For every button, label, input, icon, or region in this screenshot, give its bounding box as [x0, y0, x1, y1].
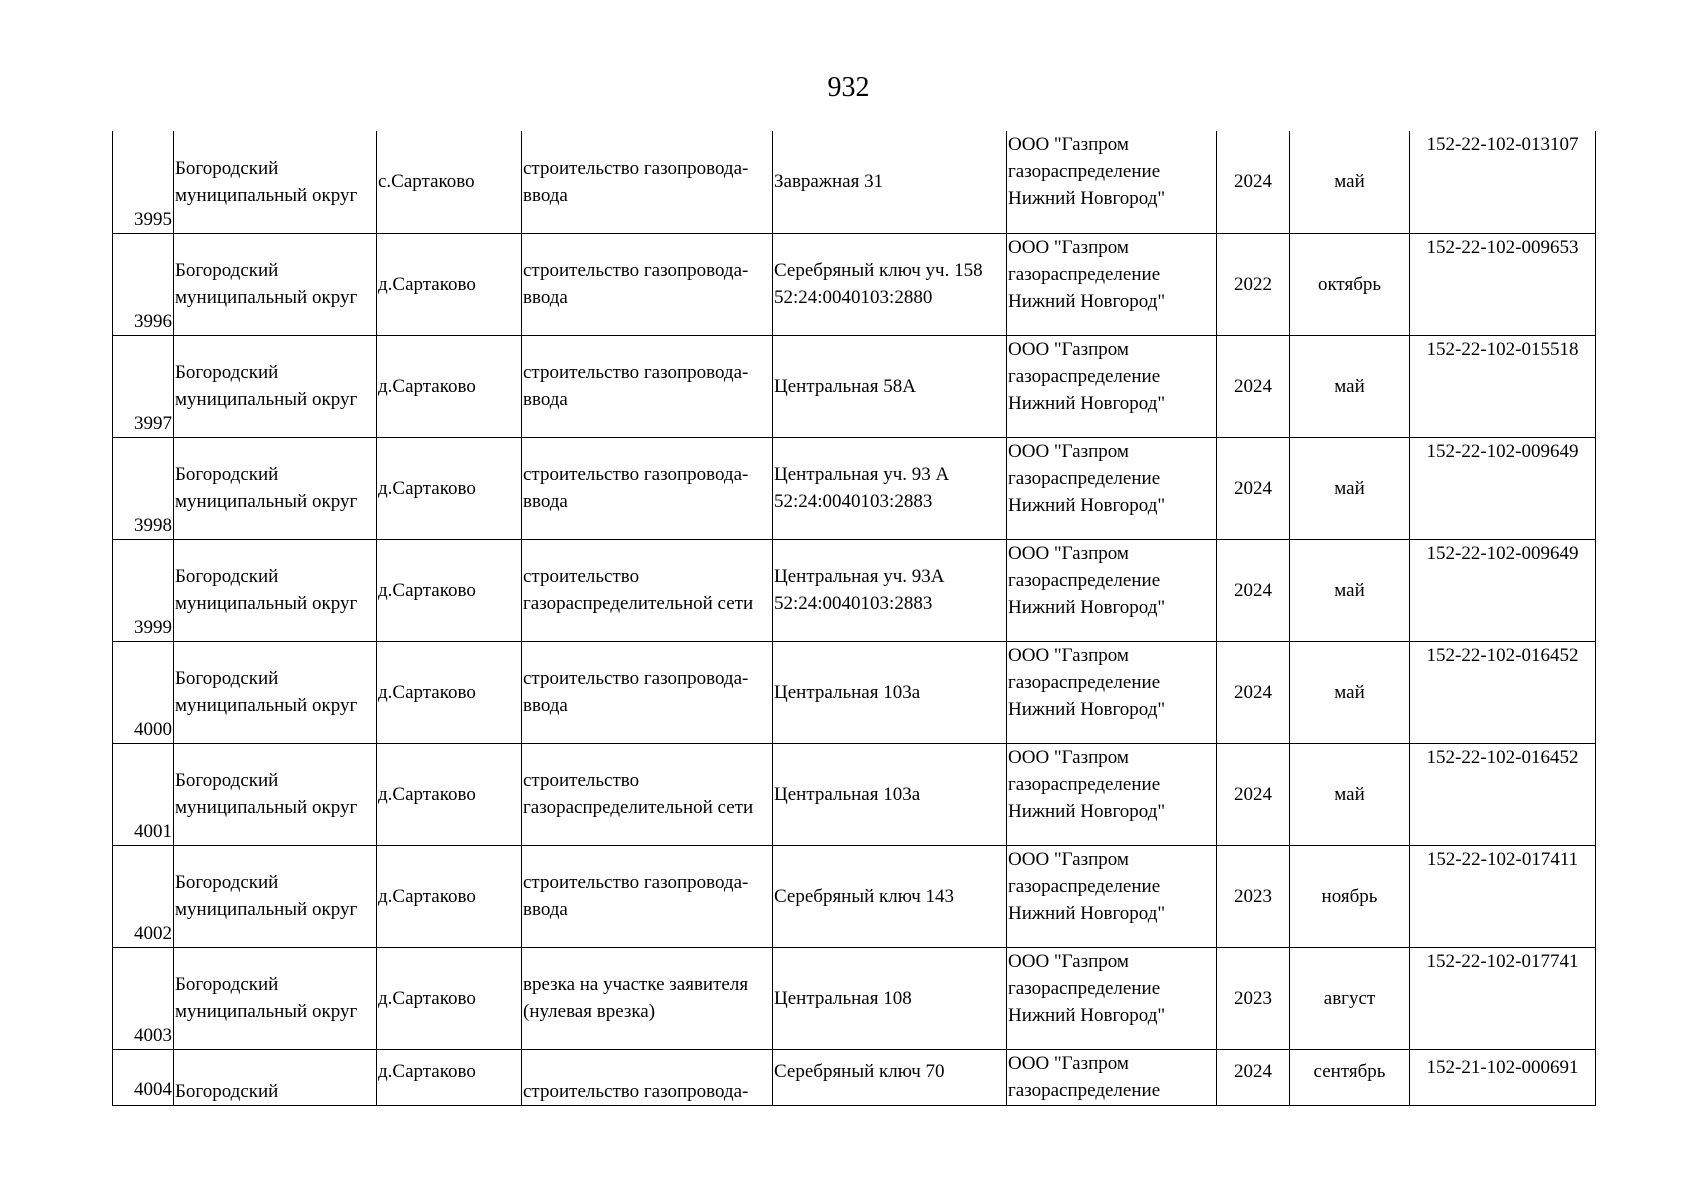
district-cell — [174, 743, 377, 845]
work-type-cell-line: строительство — [523, 770, 640, 791]
organization-cell-line: газораспределение — [1008, 875, 1161, 897]
district-cell — [174, 233, 377, 335]
year-cell: 2022 — [1217, 233, 1290, 335]
address-cell — [773, 335, 1007, 437]
district-cell — [174, 131, 377, 233]
work-type-cell — [522, 131, 773, 233]
table-row — [113, 437, 1596, 539]
organization-cell-line: Нижний Новгород" — [1008, 188, 1166, 209]
row-number-cell: 3995 — [113, 131, 174, 233]
table-row — [113, 947, 1596, 1049]
address-cell-line: Центральная уч. 93А — [774, 566, 945, 587]
work-type-cell-line: ввода — [523, 899, 568, 920]
year-cell: 2024 — [1217, 641, 1290, 743]
organization-cell-line: ООО "Газпром — [1008, 236, 1129, 258]
district-cell-line: Богородский — [175, 157, 279, 179]
code-cell: 152-22-102-016452 — [1410, 743, 1596, 845]
month-cell: сентябрь — [1290, 1049, 1410, 1105]
organization-cell — [1007, 131, 1217, 233]
organization-cell — [1007, 947, 1217, 1049]
address-cell-line: Серебряный ключ уч. 158 — [774, 260, 983, 281]
work-type-cell — [522, 845, 773, 947]
month-cell: май — [1290, 131, 1410, 233]
work-type-cell-line: ввода — [523, 695, 568, 716]
organization-cell-line: Нижний Новгород" — [1008, 392, 1166, 414]
year-cell: 2024 — [1217, 335, 1290, 437]
work-type-cell — [522, 641, 773, 743]
row-number-cell: 4001 — [113, 743, 174, 845]
address-cell-line: Центральная 103а — [774, 681, 921, 703]
work-type-cell — [522, 437, 773, 539]
address-cell — [773, 1049, 1007, 1105]
year-cell: 2024 — [1217, 131, 1290, 233]
year-cell: 2024 — [1217, 539, 1290, 641]
year-cell: 2024 — [1217, 1049, 1290, 1105]
work-type-cell-line: строительство — [523, 566, 640, 587]
work-type-cell-line: строительство газопровода- — [523, 1080, 749, 1102]
district-cell-line: муниципальный округ — [175, 695, 358, 716]
row-number-cell: 4000 — [113, 641, 174, 743]
work-type-cell — [522, 743, 773, 845]
address-cell — [773, 539, 1007, 641]
district-cell — [174, 539, 377, 641]
organization-cell-line: ООО "Газпром — [1008, 848, 1129, 870]
work-type-cell-line: врезка на участке заявителя — [523, 974, 749, 995]
district-cell-line: Богородский — [175, 872, 279, 893]
organization-cell-line: газораспределение — [1008, 1079, 1161, 1101]
organization-cell-line: ООО "Газпром — [1008, 644, 1129, 666]
row-number-cell: 3999 — [113, 539, 174, 641]
table-row — [113, 641, 1596, 743]
code-cell: 152-22-102-016452 — [1410, 641, 1596, 743]
address-cell-line: 52:24:0040103:2883 — [774, 491, 933, 512]
month-cell: май — [1290, 641, 1410, 743]
code-cell: 152-22-102-017741 — [1410, 947, 1596, 1049]
address-cell-line: Серебряный ключ 143 — [774, 885, 955, 907]
work-type-cell-line: строительство газопровода- — [523, 464, 749, 485]
organization-cell — [1007, 335, 1217, 437]
district-cell — [174, 641, 377, 743]
work-type-cell-line: строительство газопровода- — [523, 362, 749, 383]
row-number-cell: 3998 — [113, 437, 174, 539]
address-cell-line: 52:24:0040103:2883 — [774, 593, 933, 614]
organization-cell-line: ООО "Газпром — [1008, 134, 1129, 155]
month-cell: май — [1290, 437, 1410, 539]
month-cell: май — [1290, 743, 1410, 845]
organization-cell — [1007, 641, 1217, 743]
address-cell-line: Завражная 31 — [774, 171, 884, 193]
year-cell: 2023 — [1217, 947, 1290, 1049]
address-cell-line: Серебряный ключ 70 — [774, 1060, 945, 1082]
address-cell — [773, 131, 1007, 233]
address-cell-line: Центральная 108 — [774, 987, 912, 1009]
district-cell-line: Богородский — [175, 260, 279, 281]
district-cell — [174, 437, 377, 539]
organization-cell — [1007, 233, 1217, 335]
organization-cell-line: ООО "Газпром — [1008, 746, 1129, 768]
organization-cell-line: ООО "Газпром — [1008, 950, 1129, 972]
code-cell: 152-22-102-013107 — [1410, 131, 1596, 233]
registry-table — [112, 131, 1596, 1106]
district-cell-line: муниципальный округ — [175, 593, 358, 614]
work-type-cell-line: газораспределительной сети — [523, 797, 754, 818]
organization-cell — [1007, 539, 1217, 641]
settlement-cell: д.Сартаково — [377, 539, 522, 641]
settlement-cell: д.Сартаково — [377, 335, 522, 437]
settlement-cell: д.Сартаково — [377, 1049, 522, 1105]
organization-cell-line: газораспределение — [1008, 161, 1161, 182]
district-cell-line: Богородский — [175, 362, 279, 383]
organization-cell-line: Нижний Новгород" — [1008, 494, 1166, 516]
organization-cell-line: газораспределение — [1008, 263, 1161, 285]
organization-cell-line: Нижний Новгород" — [1008, 290, 1166, 312]
organization-cell-line: Нижний Новгород" — [1008, 1004, 1166, 1026]
settlement-cell: с.Сартаково — [377, 131, 522, 233]
organization-cell-line: Нижний Новгород" — [1008, 596, 1166, 618]
district-cell — [174, 1049, 377, 1105]
district-cell-line: Богородский — [175, 668, 279, 689]
work-type-cell-line: (нулевая врезка) — [523, 1001, 656, 1022]
district-cell-line: муниципальный округ — [175, 797, 358, 818]
organization-cell-line: Нижний Новгород" — [1008, 800, 1166, 822]
address-cell — [773, 437, 1007, 539]
organization-cell — [1007, 845, 1217, 947]
table-row — [113, 233, 1596, 335]
address-cell — [773, 743, 1007, 845]
table-row — [113, 539, 1596, 641]
organization-cell-line: ООО "Газпром — [1008, 1052, 1129, 1074]
work-type-cell — [522, 947, 773, 1049]
settlement-cell: д.Сартаково — [377, 641, 522, 743]
table-row — [113, 131, 1596, 233]
district-cell-line: муниципальный округ — [175, 287, 358, 308]
work-type-cell — [522, 539, 773, 641]
settlement-cell: д.Сартаково — [377, 437, 522, 539]
month-cell: октябрь — [1290, 233, 1410, 335]
organization-cell — [1007, 1049, 1217, 1105]
month-cell: май — [1290, 539, 1410, 641]
table-row — [113, 335, 1596, 437]
district-cell-line: муниципальный округ — [175, 491, 358, 512]
work-type-cell-line: ввода — [523, 184, 568, 206]
row-number-cell: 4002 — [113, 845, 174, 947]
address-cell-line: Центральная 103а — [774, 783, 921, 805]
work-type-cell-line: строительство газопровода- — [523, 157, 749, 179]
page-number: 932 — [827, 72, 870, 103]
district-cell-line: Богородский — [175, 974, 279, 995]
table-body — [113, 131, 1596, 1105]
organization-cell-line: газораспределение — [1008, 773, 1161, 795]
address-cell — [773, 233, 1007, 335]
address-cell — [773, 845, 1007, 947]
work-type-cell-line: строительство газопровода- — [523, 668, 749, 689]
code-cell: 152-22-102-009649 — [1410, 437, 1596, 539]
district-cell — [174, 845, 377, 947]
code-cell: 152-22-102-009649 — [1410, 539, 1596, 641]
district-cell — [174, 947, 377, 1049]
row-number-cell: 4004 — [113, 1049, 174, 1105]
district-cell-line: муниципальный округ — [175, 1001, 358, 1022]
row-number-cell: 3997 — [113, 335, 174, 437]
year-cell: 2024 — [1217, 437, 1290, 539]
month-cell: ноябрь — [1290, 845, 1410, 947]
district-cell-line: Богородский — [175, 1080, 279, 1102]
district-cell-line: муниципальный округ — [175, 184, 358, 206]
work-type-cell — [522, 335, 773, 437]
work-type-cell-line: ввода — [523, 491, 568, 512]
address-cell — [773, 641, 1007, 743]
table-row — [113, 1049, 1596, 1105]
row-number-cell: 3996 — [113, 233, 174, 335]
code-cell: 152-22-102-017411 — [1410, 845, 1596, 947]
code-cell: 152-21-102-000691 — [1410, 1049, 1596, 1105]
settlement-cell: д.Сартаково — [377, 845, 522, 947]
organization-cell-line: газораспределение — [1008, 467, 1161, 489]
organization-cell-line: газораспределение — [1008, 569, 1161, 591]
work-type-cell-line: строительство газопровода- — [523, 872, 749, 893]
month-cell: май — [1290, 335, 1410, 437]
address-cell — [773, 947, 1007, 1049]
district-cell-line: муниципальный округ — [175, 899, 358, 920]
work-type-cell — [522, 233, 773, 335]
district-cell — [174, 335, 377, 437]
organization-cell-line: ООО "Газпром — [1008, 542, 1129, 564]
address-cell-line: 52:24:0040103:2880 — [774, 287, 933, 308]
year-cell: 2024 — [1217, 743, 1290, 845]
organization-cell — [1007, 437, 1217, 539]
work-type-cell-line: ввода — [523, 389, 568, 410]
work-type-cell-line: газораспределительной сети — [523, 593, 754, 614]
settlement-cell: д.Сартаково — [377, 233, 522, 335]
district-cell-line: Богородский — [175, 566, 279, 587]
organization-cell-line: газораспределение — [1008, 977, 1161, 999]
district-cell-line: Богородский — [175, 770, 279, 791]
month-cell: август — [1290, 947, 1410, 1049]
address-cell-line: Центральная уч. 93 А — [774, 464, 950, 485]
work-type-cell-line: ввода — [523, 287, 568, 308]
address-cell-line: Центральная 58А — [774, 375, 916, 397]
year-cell: 2023 — [1217, 845, 1290, 947]
organization-cell-line: газораспределение — [1008, 671, 1161, 693]
organization-cell-line: газораспределение — [1008, 365, 1161, 387]
work-type-cell-line: строительство газопровода- — [523, 260, 749, 281]
settlement-cell: д.Сартаково — [377, 947, 522, 1049]
organization-cell-line: Нижний Новгород" — [1008, 698, 1166, 720]
work-type-cell — [522, 1049, 773, 1105]
code-cell: 152-22-102-015518 — [1410, 335, 1596, 437]
code-cell: 152-22-102-009653 — [1410, 233, 1596, 335]
district-cell-line: муниципальный округ — [175, 389, 358, 410]
table-row — [113, 845, 1596, 947]
organization-cell-line: ООО "Газпром — [1008, 440, 1129, 462]
organization-cell-line: Нижний Новгород" — [1008, 902, 1166, 924]
settlement-cell: д.Сартаково — [377, 743, 522, 845]
table-row — [113, 743, 1596, 845]
row-number-cell: 4003 — [113, 947, 174, 1049]
organization-cell — [1007, 743, 1217, 845]
organization-cell-line: ООО "Газпром — [1008, 338, 1129, 360]
district-cell-line: Богородский — [175, 464, 279, 485]
